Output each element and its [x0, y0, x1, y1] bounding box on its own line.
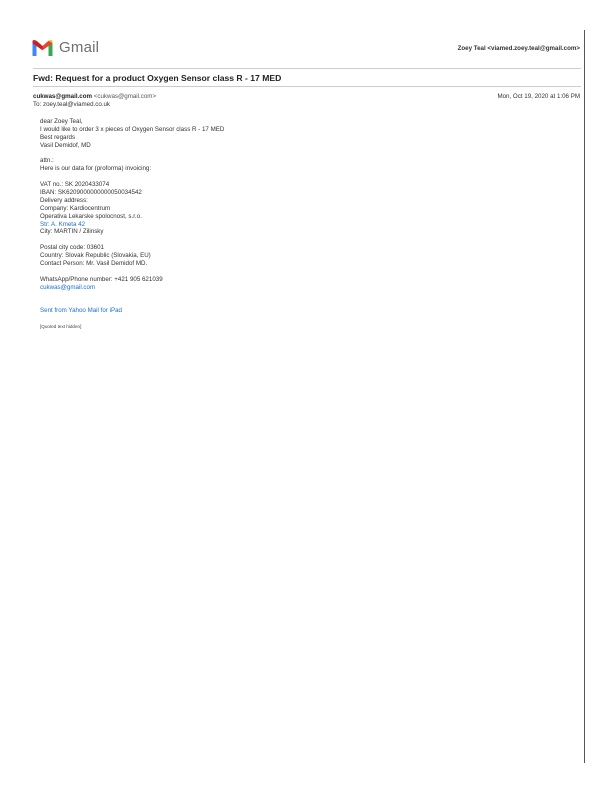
- postal-code: Postal city code: 03601: [40, 244, 104, 252]
- sender-line: [33, 93, 156, 100]
- gmail-envelope-icon: [32, 40, 53, 56]
- city: City: MARTIN / Zilinsky: [40, 228, 104, 236]
- vat-number: VAT no.: SK 2020433074: [40, 181, 110, 189]
- greeting: dear Zoey Teal,: [40, 118, 83, 125]
- sender-name: cukwas@gmail.com: [33, 93, 92, 100]
- delivery-label: Delivery address:: [40, 196, 88, 204]
- company-name: Company: Kardiocentrum: [40, 204, 111, 212]
- company-full-name: Operativa Lekarske spolocnost, s.r.o.: [40, 212, 142, 220]
- iban-number: IBAN: SK6209000000000050034542: [40, 189, 142, 197]
- gmail-logo: [32, 39, 99, 56]
- order-request: I would like to order 3 x pieces of Oxygen Sensor class R - 17 MED: [40, 125, 225, 133]
- email-body: [40, 118, 224, 331]
- gmail-wordmark: Gmail: [59, 39, 100, 56]
- street-address-link[interactable]: Str: A. Kmeta 42: [40, 220, 86, 228]
- invoice-intro: Here is our data for (proforma) invoicing:: [40, 165, 152, 173]
- country: Country: Slovak Republic (Slovakia, EU): [40, 252, 151, 260]
- sender-address: <cukwas@gmail.com>: [93, 93, 157, 100]
- quoted-text-toggle[interactable]: [Quoted text hidden]: [40, 324, 82, 330]
- recipient-line: To: zoey.teal@viamed.co.uk: [33, 100, 111, 108]
- sent-from-link[interactable]: Sent from Yahoo Mail for iPad: [40, 307, 122, 315]
- phone-number: WhatsApp/Phone number: +421 905 621039: [40, 275, 163, 283]
- attn-label: attn.:: [40, 157, 54, 165]
- email-date: Mon, Oct 19, 2020 at 1:06 PM: [497, 93, 580, 100]
- regards: Best regards: [40, 133, 76, 141]
- subject-divider: [33, 86, 581, 87]
- account-identity: Zoey Teal <viamed.zoey.teal@gmail.com>: [457, 45, 580, 52]
- contact-person: Contact Person: Mr. Vasil Demidof MD.: [40, 260, 148, 268]
- page-right-border: [584, 30, 585, 763]
- email-link[interactable]: cukwas@gmail.com: [40, 283, 96, 291]
- header-divider: [33, 68, 581, 69]
- email-subject: Fwd: Request for a product Oxygen Sensor class R - 17 MED: [33, 73, 282, 83]
- signature: Vasil Demidof, MD: [40, 141, 91, 149]
